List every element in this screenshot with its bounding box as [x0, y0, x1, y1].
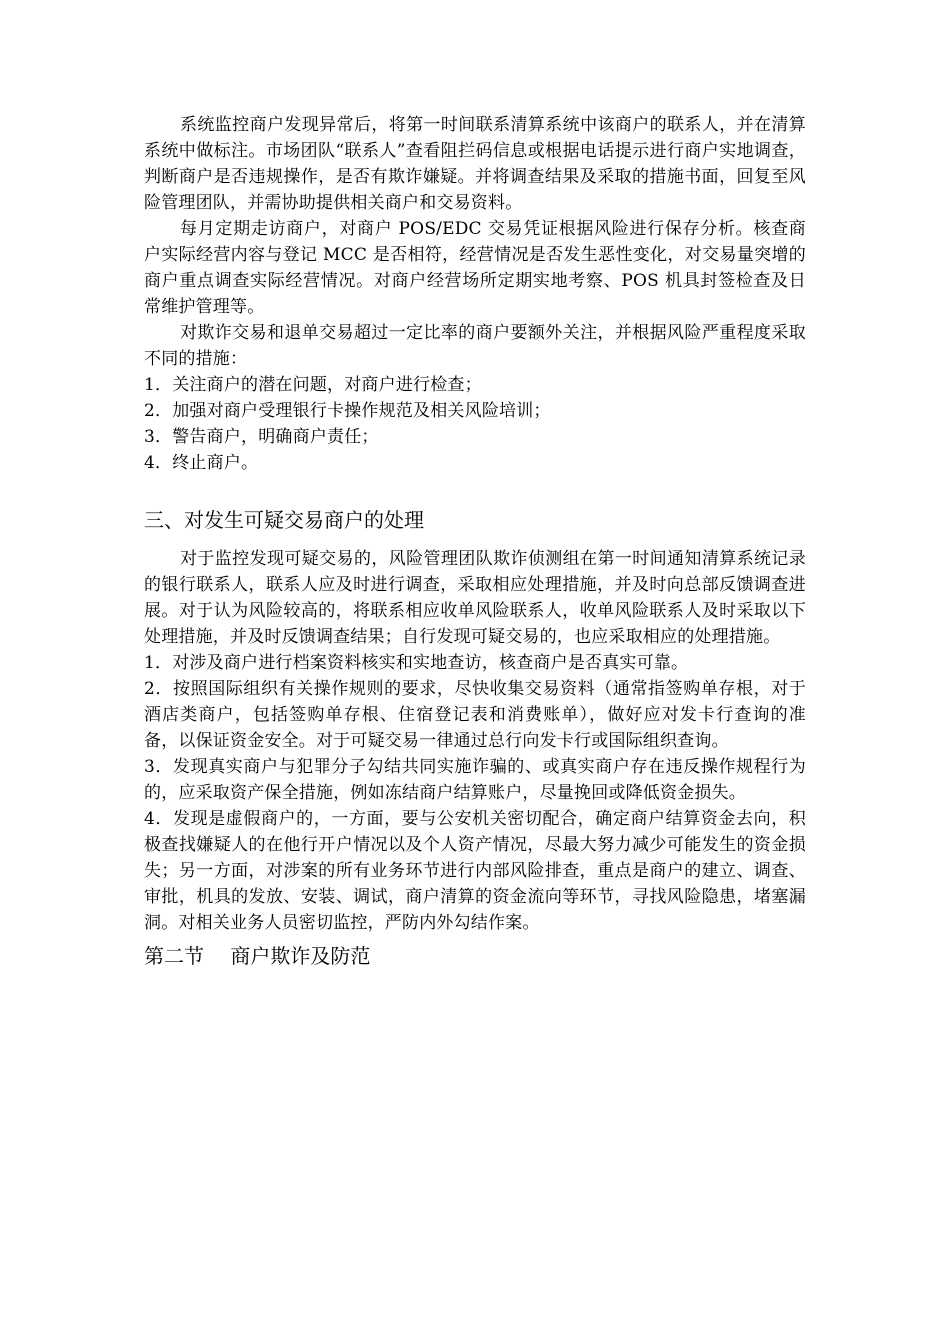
- paragraph-monthly-visit: 每月定期走访商户，对商户 POS/EDC 交易凭证根据风险进行保存分析。核查商户实际经营内容与登记 MCC 是否相符，经营情况是否发生恶性变化，对交易量突增的商户重点调查实际经营情况。对商户经营场所定期实地考察、POS 机具封签检查及日常维护管理等。: [144, 219, 806, 317]
- paragraph-suspicious-handling: 对于监控发现可疑交易的，风险管理团队欺诈侦测组在第一时间通知清算系统记录的银行联系人，联系人应及时进行调查，采取相应处理措施，并及时向总部反馈调查进展。对于认为风险较高的，将联系相应收单风险联系人，收单风险联系人及时采取以下处理措施，并及时反馈调查结果；自行发现可疑交易的，也应采取相应的处理措施。: [144, 549, 806, 647]
- measure-item-2: 2．加强对商户受理银行卡操作规范及相关风险培训；: [144, 401, 551, 421]
- step-item-3: 3．发现真实商户与犯罪分子勾结共同实施诈骗的、或真实商户存在违反操作规程行为的，应采取资产保全措施，例如冻结商户结算账户，尽量挽回或降低资金损失。: [144, 757, 806, 803]
- measure-item-1: 1．关注商户的潜在问题，对商户进行检查；: [144, 375, 482, 395]
- step-item-1: 1．对涉及商户进行档案资料核实和实地查访，核查商户是否真实可靠。: [144, 653, 689, 673]
- step-item-2: 2．按照国际组织有关操作规则的要求，尽快收集交易资料（通常指签购单存根，对于酒店类商户，包括签购单存根、住宿登记表和消费账单），做好应对发卡行查询的准备，以保证资金安全。对于可疑交易一律通过总行向发卡行或国际组织查询。: [144, 679, 806, 751]
- document-body: [144, 112, 806, 970]
- chapter-heading: 第二节 商户欺诈及防范: [144, 944, 371, 968]
- measure-item-4: 4．终止商户。: [144, 453, 259, 473]
- paragraph-monitoring-response: 系统监控商户发现异常后，将第一时间联系清算系统中该商户的联系人，并在清算系统中做标注。市场团队“联系人”查看阻拦码信息或根据电话提示进行商户实地调查，判断商户是否违规操作，是否有欺诈嫌疑。并将调查结果及采取的措施书面，回复至风险管理团队，并需协助提供相关商户和交易资料。: [144, 115, 806, 213]
- section-heading: 三、对发生可疑交易商户的处理: [144, 508, 424, 532]
- step-item-4: 4．发现是虚假商户的，一方面，要与公安机关密切配合，确定商户结算资金去向，积极查找嫌疑人的在他行开户情况以及个人资产情况，尽最大努力减少可能发生的资金损失；另一方面，对涉案的所有业务环节进行内部风险排查，重点是商户的建立、调查、审批，机具的发放、安装、调试，商户清算的资金流向等环节，寻找风险隐患，堵塞漏洞。对相关业务人员密切监控，严防内外勾结作案。: [144, 809, 806, 933]
- paragraph-extra-attention: 对欺诈交易和退单交易超过一定比率的商户要额外关注，并根据风险严重程度采取不同的措施：: [144, 323, 806, 369]
- measure-item-3: 3．警告商户，明确商户责任；: [144, 427, 379, 447]
